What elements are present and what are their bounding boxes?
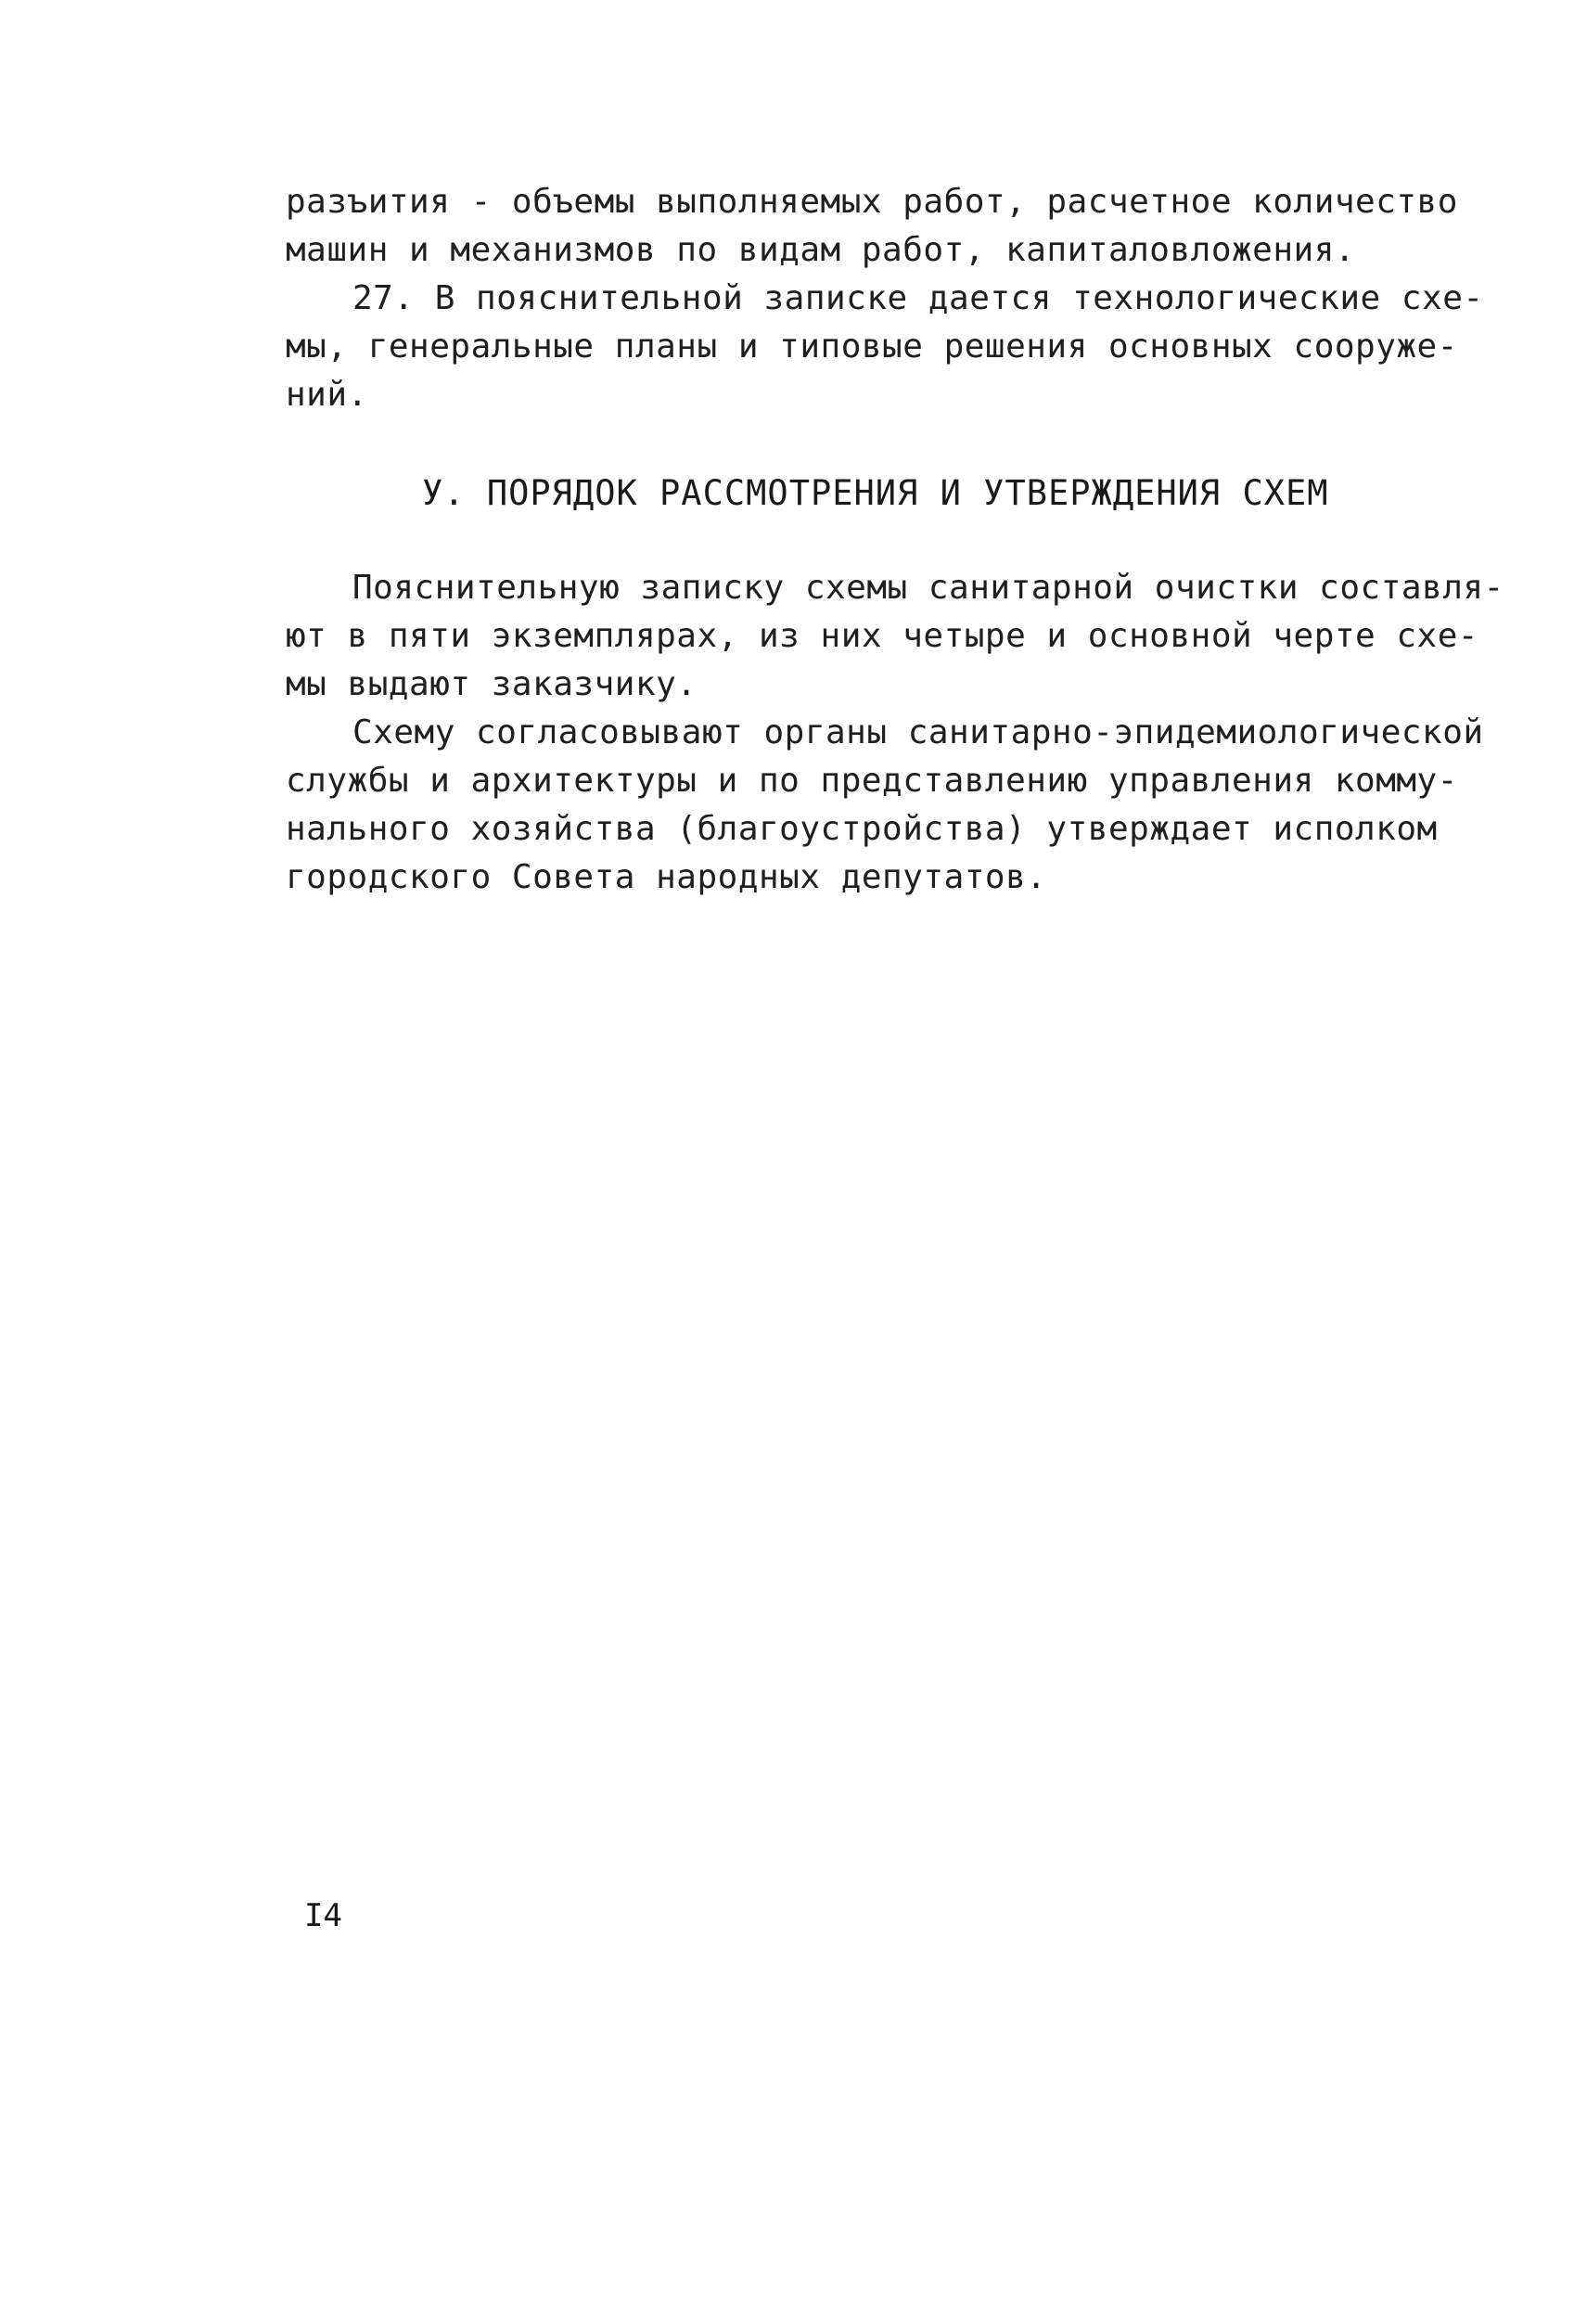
- paragraph-4-line-3: нального хозяйства (благоустройства) утверждает исполком: [286, 810, 1438, 848]
- paragraph-4-line-2: службы и архитектуры и по представлению управления комму-: [286, 762, 1458, 800]
- paragraph-1-line-2: машин и механизмов по видам работ, капиталовложения.: [286, 231, 1356, 269]
- paragraph-2-line-1: 27. В пояснительной записке дается технологические схе-: [352, 279, 1484, 317]
- section-heading: У. ПОРЯДОК РАССМОТРЕНИЯ И УТВЕРЖДЕНИЯ СХЕМ: [422, 473, 1329, 513]
- paragraph-2-line-2: мы, генеральные планы и типовые решения основных сооруже-: [286, 327, 1458, 366]
- paragraph-3-line-2: ют в пяти экземплярах, из них четыре и основной черте схе-: [286, 617, 1479, 655]
- paragraph-4-line-4: городского Совета народных депутатов.: [286, 858, 1047, 896]
- page-number: I4: [304, 1897, 342, 1934]
- paragraph-3-line-3: мы выдают заказчику.: [286, 665, 698, 703]
- paragraph-1-line-1: разъития - объемы выполняемых работ, расчетное количество: [286, 183, 1458, 221]
- paragraph-4-line-1: Схему согласовывают органы санитарно-эпидемиологической: [352, 713, 1484, 751]
- paragraph-3-line-1: Пояснительную записку схемы санитарной очистки составля-: [352, 569, 1504, 607]
- paragraph-2-line-3: ний.: [286, 376, 368, 414]
